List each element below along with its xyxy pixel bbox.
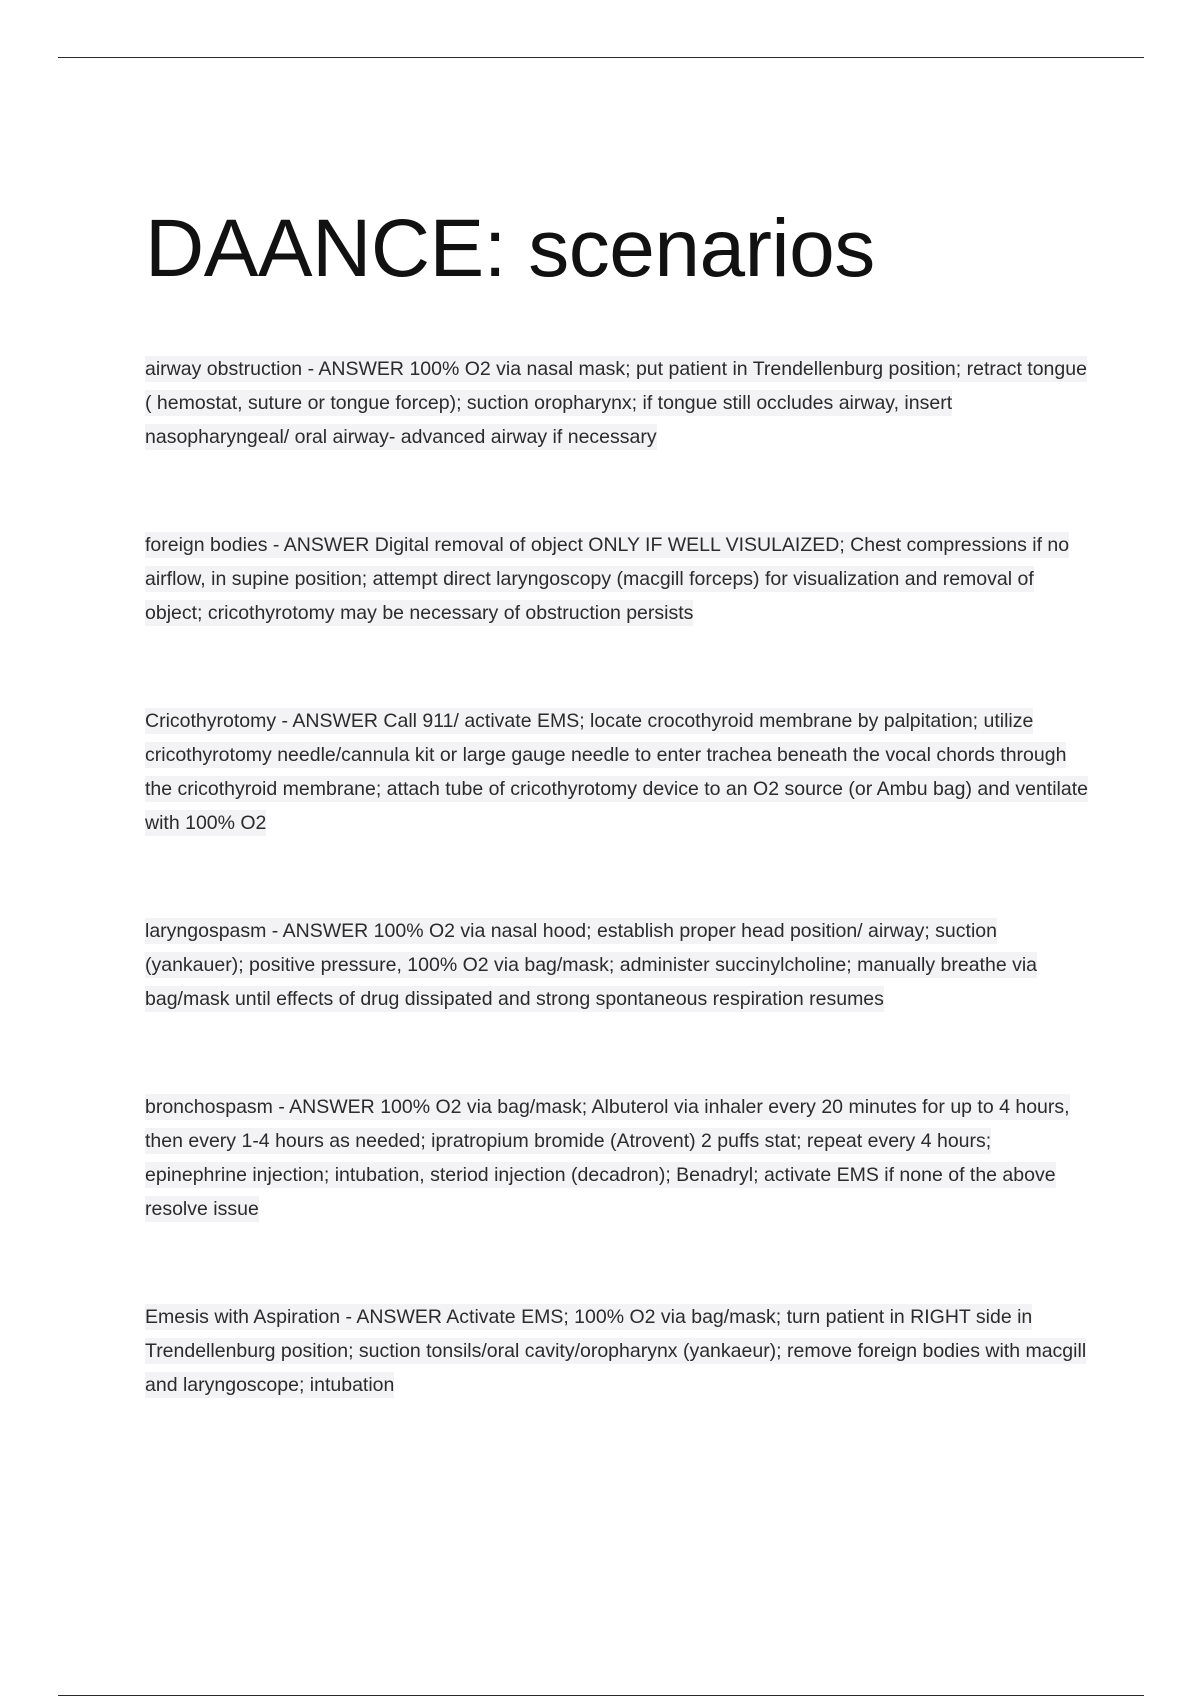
answer-label: ANSWER (283, 534, 370, 556)
entry-airway-obstruction (145, 352, 1095, 454)
entry-separator: - (302, 358, 319, 380)
entry-term: bronchospasm (145, 1096, 273, 1118)
answer-label: ANSWER (318, 358, 405, 380)
entry-answer: 100% O2 via bag/mask; Albuterol via inhaler every 20 minutes for up to 4 hours, then every 1-4 hours as needed; ipratropium bromide (Atrovent) 2 puffs stat; repeat every 4 hours; epinephrine injection; intubation, steriod injection (decadron); Benadryl; activate EMS if none of the above resolve issue (145, 1096, 1070, 1220)
header-rule (58, 57, 1144, 58)
entry-answer: 100% O2 via nasal mask; put patient in Trendellenburg position; retract tongue ( hemostat, suture or tongue forcep); suction oropharynx; if tongue still occludes airway, insert nasopharyngeal/ oral airway- advanced airway if necessary (145, 358, 1087, 448)
entry-bronchospasm (145, 1090, 1095, 1226)
footer-rule (58, 1695, 1144, 1696)
entry-laryngospasm (145, 914, 1095, 1016)
answer-label: ANSWER (282, 920, 369, 942)
entry-emesis-with-aspiration (145, 1300, 1095, 1402)
entry-separator: - (272, 1096, 290, 1118)
entry-list (145, 352, 1095, 1402)
entry-foreign-bodies (145, 528, 1095, 630)
entry-term: laryngospasm (145, 920, 267, 942)
answer-label: ANSWER (289, 1096, 375, 1118)
entry-term: airway obstruction (145, 358, 303, 380)
entry-separator: - (340, 1306, 357, 1328)
entry-answer: Activate EMS; 100% O2 via bag/mask; turn patient in RIGHT side in Trendellenburg position; suction tonsils/oral cavity/oropharynx (yankaeur); remove foreign bodies with macgill and laryngoscope; intubation (145, 1306, 1087, 1396)
page-title: DAANCE: scenarios (145, 203, 875, 294)
entry-term: foreign bodies (145, 534, 268, 556)
answer-label: ANSWER (356, 1306, 442, 1328)
entry-answer: Call 911/ activate EMS; locate crocothyroid membrane by palpitation; utilize cricothyrotomy needle/cannula kit or large gauge needle to enter trachea beneath the vocal chords through the cricothyroid membrane; attach tube of cricothyrotomy device to an O2 source (or Ambu bag) and ventilate with 100% O2 (145, 710, 1088, 834)
entry-separator: - (276, 710, 293, 732)
entry-cricothyrotomy (145, 704, 1095, 840)
entry-term: Emesis with Aspiration (145, 1306, 341, 1328)
answer-label: ANSWER (292, 710, 378, 732)
entry-separator: - (266, 920, 283, 942)
entry-answer: 100% O2 via nasal hood; establish proper head position/ airway; suction (yankauer); positive pressure, 100% O2 via bag/mask; administer succinylcholine; manually breathe via bag/mask until effects of drug dissipated and strong spontaneous respiration resumes (145, 920, 1038, 1010)
entry-separator: - (267, 534, 284, 556)
entry-term: Cricothyrotomy (145, 710, 277, 732)
entry-answer: Digital removal of object ONLY IF WELL VISULAIZED; Chest compressions if no airflow, in supine position; attempt direct laryngoscopy (macgill forceps) for visualization and removal of object; cricothyrotomy may be necessary of obstruction persists (145, 534, 1070, 624)
